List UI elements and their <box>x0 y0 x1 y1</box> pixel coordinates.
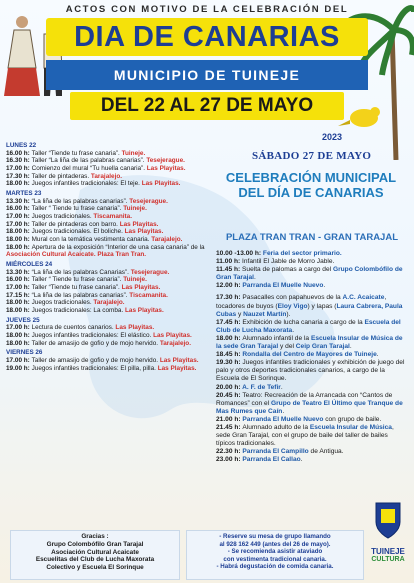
event-text: Pasacalles con papahuevos de la <box>242 294 343 302</box>
event-text: . <box>292 326 295 334</box>
event-title: DIA DE CANARIAS <box>74 21 340 53</box>
notice-line: al 928 162 449 (antes del 26 de mayo). <box>219 540 331 548</box>
notice-line: - Reserve su mesa de grupo llamando <box>219 533 331 540</box>
event-place: Tiscamanita. <box>93 212 133 220</box>
schedule-item <box>6 284 216 292</box>
schedule-item <box>6 198 216 206</box>
event-time: 17.00 h: <box>6 284 32 292</box>
thanks-line: Colectivo y Escuela El Sorinque <box>46 564 144 572</box>
event-place: Grupo de Teatro El Último que Tranque de Mas Rumes que Caín <box>216 399 403 415</box>
event-text: . <box>282 407 285 415</box>
notice-line: - Se recomienda asistir ataviado <box>227 548 323 556</box>
event-text: con grupo de baile. <box>323 415 382 423</box>
schedule-item <box>6 157 216 165</box>
event-time: 17.00 h: <box>6 356 32 364</box>
event-time: 19.00 h: <box>6 364 32 372</box>
event-time: 18.00 h: <box>216 334 243 342</box>
schedule-item <box>6 324 216 332</box>
schedule-item <box>6 236 216 244</box>
event-time: 18.45 h: <box>216 351 243 359</box>
event-text: . <box>300 456 303 464</box>
event-text: “La liña de las palabras canarias”. <box>31 291 130 299</box>
event-place: Tesejerague. <box>130 268 170 276</box>
schedule-item <box>216 266 408 282</box>
schedule-item <box>6 165 216 173</box>
schedule-item <box>216 294 408 318</box>
event-text: Taller de pintaderas con barro. <box>31 220 120 228</box>
logo-name: TUINEJE <box>371 547 405 556</box>
event-text: Taller “La liña de las palabras canarias”. <box>31 157 147 165</box>
event-time: 18.00 h: <box>6 243 32 251</box>
event-time: 18.00 h: <box>6 299 32 307</box>
schedule-item <box>216 258 408 266</box>
event-place: Tesejerague. <box>129 197 168 205</box>
event-text: Infantil El Jable de Morro Jable. <box>242 258 335 266</box>
event-time: 17.00 h: <box>6 164 32 172</box>
event-place: Las Playitas. <box>124 228 164 236</box>
event-time: 17.45 h: <box>216 318 243 326</box>
event-text: . <box>254 274 256 282</box>
event-text: Lectura de cuentos canarios. <box>31 324 116 332</box>
event-text: y del <box>278 343 296 351</box>
event-time: 13.30 h: <box>6 268 32 276</box>
municipal-shield-icon <box>373 500 403 540</box>
venue-heading: PLAZA TRAN TRAN - GRAN TARAJAL <box>225 232 399 243</box>
event-text: ) y lapas ( <box>307 302 337 310</box>
schedule-item <box>6 307 216 315</box>
weekday-schedule <box>6 140 216 372</box>
event-time: 21.00 h: <box>216 415 243 423</box>
event-time: 18.00 h: <box>6 339 32 347</box>
event-time: 17.15 h: <box>6 291 32 299</box>
event-time: 18.00 h: <box>6 180 32 188</box>
schedule-item <box>6 244 216 259</box>
event-text: Alumnado adulto de la <box>242 423 310 431</box>
event-time: 16.30 h: <box>6 157 32 165</box>
event-text: Juegos tradicionales. <box>31 212 94 220</box>
event-place: Tarajalejo. <box>93 299 125 307</box>
event-place: Las Playitas. <box>115 324 155 332</box>
event-place: Tuineje. <box>123 276 147 284</box>
event-text: y <box>236 310 244 318</box>
event-place: Las Playitas. <box>141 180 181 188</box>
event-place: Parranda El Muelle Nuevo <box>242 282 324 290</box>
event-title-banner <box>46 18 368 56</box>
event-place: A. F. de Tefir <box>242 383 281 391</box>
event-place: Rondalla del Centro de Mayores de Tuineje <box>242 351 377 359</box>
event-time: 21.45 h: <box>216 423 243 431</box>
schedule-item <box>6 228 216 236</box>
schedule-item <box>6 357 216 365</box>
event-place: A.C. Acaicate <box>342 294 385 302</box>
schedule-item <box>6 276 216 284</box>
schedule-item <box>216 351 408 359</box>
event-place: Nauzet Martín <box>243 310 287 318</box>
event-text: Taller “ Tiende tu frase canaria”. <box>31 276 124 284</box>
day-heading: VIERNES 26 <box>6 349 43 357</box>
event-time: 17.30 h: <box>216 294 243 302</box>
event-place: Las Playitas. <box>119 220 159 228</box>
schedule-item <box>216 359 408 383</box>
schedule-item <box>216 392 408 416</box>
event-text: . <box>349 343 352 351</box>
event-text: Taller de amasijo de gofio y de mojo hervido. <box>31 339 160 347</box>
event-time: 18.00 h: <box>6 332 32 340</box>
event-place: Parranda El Muelle Nuevo <box>242 415 324 423</box>
event-place: Tesejerague. <box>146 157 185 165</box>
event-place: Eloy Vigo <box>277 302 308 310</box>
event-time: 11.45 h: <box>216 266 243 274</box>
event-text: “La liña de las palabras canarias”. <box>31 197 130 205</box>
event-place: Tuineje. <box>121 149 146 157</box>
schedule-item <box>216 424 408 448</box>
schedule-item <box>6 340 216 348</box>
thanks-line: Escuelitas del Club de Lucha Maxorata <box>35 556 155 564</box>
event-place: Laura Cabrera, Paula Cubas <box>216 302 403 318</box>
event-text: Taller “Tiende tu frase canaria”. <box>31 149 122 157</box>
event-text: Exhibición de lucha canaria a cargo de la <box>242 318 365 326</box>
event-text: . <box>376 351 379 359</box>
event-text: “La liña de las palabras Canarias”. <box>31 268 131 276</box>
event-time: 16.00 h: <box>6 205 32 213</box>
event-place: Tarajalejo. <box>90 172 123 180</box>
event-text: . <box>323 282 326 290</box>
saturday-schedule <box>216 250 408 464</box>
tuineje-logo <box>366 500 410 580</box>
event-time: 17.00 h: <box>6 212 32 220</box>
schedule-item <box>6 299 216 307</box>
event-text: Teatro: Recreación de la Arrancada con “Cantos de Romances” con el <box>216 391 393 407</box>
schedule-item <box>216 282 408 290</box>
event-place: Las Playitas. <box>125 307 164 315</box>
event-time: 17.00 h: <box>6 220 32 228</box>
event-text: Juegos infantiles tradicionales: El teje. <box>31 180 142 188</box>
day-heading: LUNES 22 <box>6 142 37 149</box>
event-time: 23.00 h: <box>216 456 243 464</box>
event-time: 17.30 h: <box>6 172 32 180</box>
schedule-item <box>216 416 408 424</box>
event-time: 16.00 h: <box>6 149 32 157</box>
schedule-item <box>6 205 216 213</box>
event-place: Parranda El Callao <box>242 456 301 464</box>
event-place: Escuela Insular de Música <box>309 423 392 431</box>
event-text: ). <box>286 310 291 318</box>
schedule-item <box>216 384 408 392</box>
event-text: Alumnado infantil de la <box>242 334 311 342</box>
event-place: Escuela del Club de Lucha Maxorata <box>216 318 401 334</box>
event-text: , sede Gran Tarajal, con el grupo de baile del taller de bailes típicos tradicionales. <box>216 423 394 448</box>
schedule-item <box>216 456 408 464</box>
schedule-item <box>6 150 216 158</box>
event-time: 18.00 h: <box>6 307 32 315</box>
event-text: de Antigua. <box>308 448 344 456</box>
event-time: 17.00 h: <box>6 324 32 332</box>
event-text: Juegos tradicionales. El boliche. <box>31 228 125 236</box>
event-place: Feria del sector primario. <box>262 250 342 257</box>
schedule-item <box>216 250 408 258</box>
event-place: Grupo Colombófilo de Gran Tarajal <box>216 266 403 282</box>
schedule-item <box>216 335 408 351</box>
event-text: Juegos tradicionales. <box>31 299 94 307</box>
schedule-item <box>216 319 408 335</box>
day-heading: MIÉRCOLES 24 <box>6 261 53 269</box>
event-text: , tocadores de buyos ( <box>216 294 387 310</box>
event-text: Taller “ Tiende tu frase canaria”. <box>31 205 124 213</box>
notice-line: - Habrá degustación de comida canaria. <box>216 563 334 571</box>
schedule-item <box>6 269 216 277</box>
schedule-item <box>6 332 216 340</box>
event-text: Apertura de la exposición “Interior de una casa canaria” de la <box>31 243 205 251</box>
schedule-item <box>6 221 216 229</box>
event-place: Ceip Gran Tarajal <box>295 343 350 351</box>
event-text: Taller de pintaderas. <box>31 172 91 180</box>
event-place: Las Playitas. <box>121 284 161 292</box>
event-place: Las Playitas. <box>159 356 199 364</box>
event-text: Suelta de palomas a cargo del <box>242 266 333 274</box>
event-place: Parranda El Campillo <box>242 448 309 456</box>
event-place: Escuela Insular de Música de la sede Gran Tarajal <box>216 334 403 351</box>
event-place: Las Playitas. <box>146 164 186 172</box>
event-text: Taller de amasijo de gofio y de mojo hervido. <box>31 356 160 364</box>
event-time: 22.30 h: <box>216 448 243 456</box>
day-heading: JUEVES 25 <box>6 316 40 324</box>
thanks-line: Grupo Colombófilo Gran Tarajal <box>46 540 144 548</box>
event-place: Las Playitas. <box>153 332 192 340</box>
event-place: Asociación Cultural Acaicate. Plaza Tran Tran. <box>6 251 147 259</box>
thanks-line: Asociación Cultural Acaicate <box>51 548 139 556</box>
event-text: Juegos tradicionales: La comba. <box>31 307 126 315</box>
event-time: 10.00 -13.00 h: <box>216 250 263 257</box>
notice-line: con vestimenta tradicional canaria. <box>223 555 327 563</box>
schedule-item <box>6 365 216 373</box>
event-place: Tarajalejo. <box>151 236 183 244</box>
event-time: 13.30 h: <box>6 197 32 205</box>
top-line: ACTOS CON MOTIVO DE LA CELEBRACIÓN DEL <box>65 4 349 15</box>
event-time: 16.00 h: <box>6 276 32 284</box>
schedule-item <box>216 448 408 456</box>
municipality-banner: MUNICIPIO DE TUINEJE <box>46 60 368 90</box>
day-heading: MARTES 23 <box>6 190 42 198</box>
dates-banner: DEL 22 AL 27 DE MAYO <box>70 92 344 120</box>
event-text: Taller “Tiende tu frase canaria”. <box>31 284 122 292</box>
year-label: 2023 <box>322 132 343 142</box>
event-time: 18.00 h: <box>6 228 32 236</box>
event-place: Tiscamanita. <box>129 291 168 299</box>
schedule-item <box>6 292 216 300</box>
event-time: 20.00 h: <box>216 383 243 391</box>
thanks-box <box>10 530 180 580</box>
event-time: 20.45 h: <box>216 391 243 399</box>
event-text: Mural con la temática vestimenta canaria. <box>31 236 152 244</box>
event-time: 19.30 h: <box>216 359 243 367</box>
event-time: 12.00 h: <box>216 282 243 290</box>
reservation-notice <box>186 530 364 580</box>
schedule-item <box>6 173 216 181</box>
event-text: Comienzo del mural “Tu huella canaria”. <box>31 164 147 172</box>
schedule-item <box>6 213 216 221</box>
event-text: Juegos infantiles tradicionales: El elástico. <box>31 332 154 340</box>
saturday-heading: SÁBADO 27 DE MAYO <box>252 150 372 162</box>
event-time: 11.00 h: <box>216 258 243 266</box>
logo-sub: CULTURA <box>371 556 405 563</box>
schedule-item <box>6 180 216 188</box>
event-text: . <box>280 383 283 391</box>
event-place: Tuineje. <box>123 205 147 213</box>
event-text: Juegos infantiles tradicionales y exhibición de juego del palo y otros deportes tradicionales canarios, a cargo de la Escuela de El Sorinque. <box>216 359 405 383</box>
celebration-heading: CELEBRACIÓN MUNICIPAL DEL DÍA DE CANARIAS <box>225 170 397 200</box>
event-place: Tarajalejo. <box>159 339 191 347</box>
event-time: 18.00 h: <box>6 236 32 244</box>
event-text: Juegos infantiles tradicionales: El pilla, pilla. <box>31 364 158 372</box>
event-place: Las Playitas. <box>157 364 197 372</box>
thanks-heading: Gracias : <box>81 533 109 540</box>
